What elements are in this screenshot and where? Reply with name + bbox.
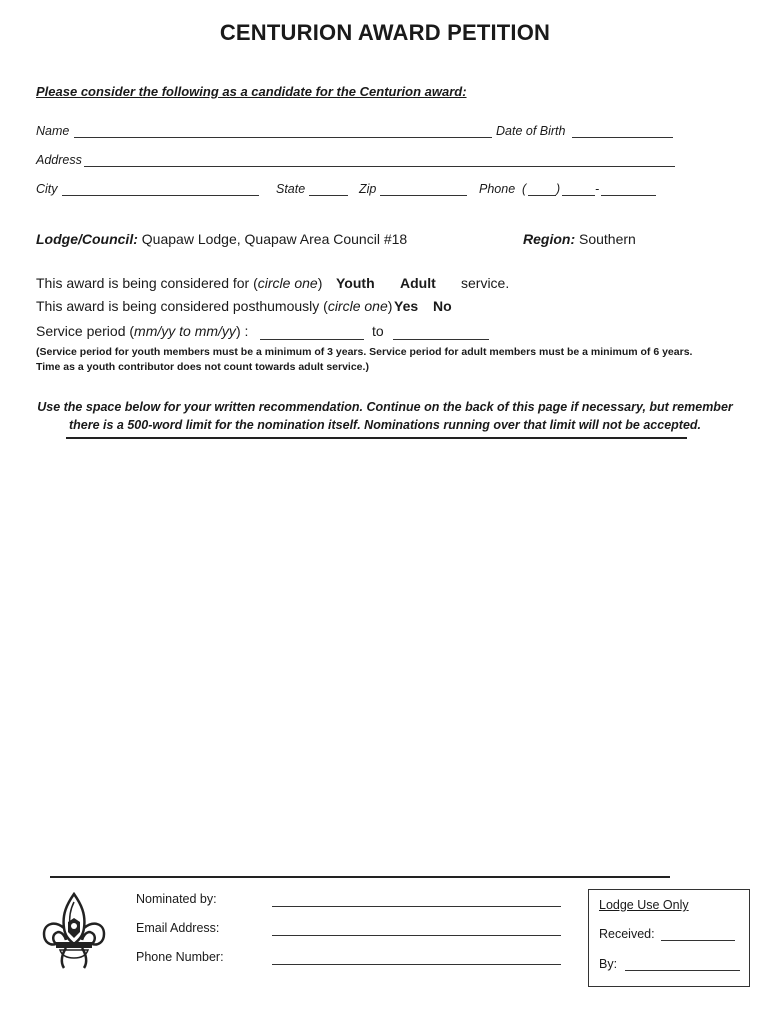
service-period-line — [36, 323, 248, 339]
recommendation-area[interactable] — [36, 445, 736, 865]
address-field[interactable] — [84, 166, 675, 167]
divider — [66, 437, 687, 439]
dob-label: Date of Birth — [496, 124, 566, 138]
email-field[interactable] — [272, 935, 561, 936]
phone-number-label: Phone Number: — [136, 950, 224, 964]
posthumous-prefix: This award is being considered posthumously ( — [36, 298, 328, 314]
period-suffix: ) : — [235, 323, 249, 339]
circle-one-text: circle one — [327, 298, 388, 314]
instructions-line1: Use the space below for your written recommendation. Continue on the back of this page if necessary, but remember — [37, 400, 733, 414]
divider — [50, 876, 670, 878]
region-value: Southern — [579, 231, 636, 247]
lodge-use-title: Lodge Use Only — [599, 898, 689, 912]
service-note-line2: Time as a youth contributor does not count towards adult service.) — [36, 361, 369, 373]
received-field[interactable] — [661, 940, 735, 941]
service-type-prefix: This award is being considered for ( — [36, 275, 258, 291]
state-field[interactable] — [309, 195, 348, 196]
phone-dash: - — [595, 182, 600, 196]
yes-option[interactable]: Yes — [394, 298, 419, 314]
page-title: CENTURION AWARD PETITION — [219, 20, 551, 45]
no-option[interactable]: No — [433, 298, 452, 314]
adult-option[interactable]: Adult — [400, 275, 436, 291]
circle-one-text: circle one — [257, 275, 318, 291]
by-label: By: — [599, 957, 618, 971]
zip-field[interactable] — [380, 195, 467, 196]
service-note-line1: (Service period for youth members must be a minimum of 3 years. Service period for adult members must be a minimum of 6 years. — [36, 346, 693, 358]
service-word: service. — [461, 275, 510, 291]
name-label: Name — [36, 124, 70, 138]
posthumous-line — [36, 298, 392, 314]
phone-number-input[interactable] — [272, 964, 561, 965]
phone-prefix-field[interactable] — [562, 195, 595, 196]
phone-label: Phone — [479, 182, 516, 196]
nominated-by-label: Nominated by: — [136, 892, 217, 906]
phone-paren-close: ) — [556, 182, 561, 196]
lodge-value: Quapaw Lodge, Quapaw Area Council #18 — [141, 231, 408, 247]
by-field[interactable] — [625, 970, 740, 971]
close-paren: ) — [387, 298, 393, 314]
region-label: Region: — [523, 231, 576, 247]
phone-paren-open: ( — [522, 182, 527, 196]
youth-option[interactable]: Youth — [336, 275, 375, 291]
phone-area-field[interactable] — [528, 195, 556, 196]
instructions — [0, 398, 770, 434]
service-start-field[interactable] — [260, 339, 364, 340]
fleur-de-lis-emblem-icon — [40, 892, 108, 970]
period-format: mm/yy to mm/yy — [134, 323, 236, 339]
city-field[interactable] — [62, 195, 259, 196]
service-note — [36, 345, 692, 375]
phone-number-field[interactable] — [601, 195, 656, 196]
dob-field[interactable] — [572, 137, 673, 138]
intro-text: Please consider the following as a candidate for the Centurion award: — [36, 84, 467, 99]
instructions-line2: there is a 500-word limit for the nomination itself. Nominations running over that limit will not be accepted. — [68, 418, 702, 432]
zip-label: Zip — [359, 182, 377, 196]
service-type-line — [36, 275, 322, 291]
email-label: Email Address: — [136, 921, 220, 935]
lodge-use-box — [588, 889, 750, 987]
name-field[interactable] — [74, 137, 492, 138]
city-label: City — [36, 182, 58, 196]
period-prefix: Service period ( — [36, 323, 135, 339]
to-label: to — [372, 323, 384, 339]
state-label: State — [276, 182, 306, 196]
address-label: Address — [36, 153, 82, 167]
lodge-label: Lodge/Council: — [36, 231, 138, 247]
service-end-field[interactable] — [393, 339, 489, 340]
lodge-council — [36, 231, 407, 247]
received-label: Received: — [599, 927, 655, 941]
region — [523, 231, 636, 247]
nominated-by-field[interactable] — [272, 906, 561, 907]
close-paren: ) — [317, 275, 323, 291]
